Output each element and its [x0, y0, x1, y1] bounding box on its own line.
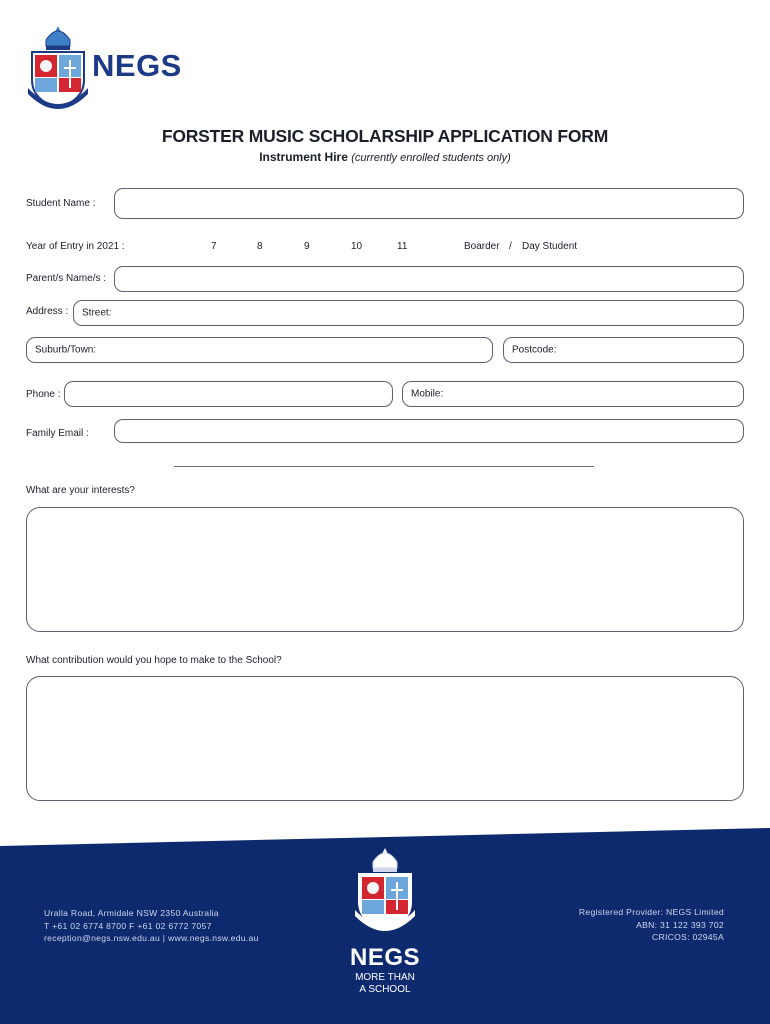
- tagline-line-1: MORE THAN: [355, 972, 415, 983]
- street-field[interactable]: [73, 300, 744, 326]
- footer-email-web[interactable]: reception@negs.nsw.edu.au | www.negs.nsw.edu.au: [44, 933, 259, 943]
- year-of-entry-label: Year of Entry in 2021 :: [26, 241, 125, 252]
- interests-textarea[interactable]: [26, 507, 744, 632]
- mobile-label: Mobile:: [411, 388, 444, 400]
- address-label: Address :: [26, 306, 69, 317]
- student-name-label: Student Name :: [26, 198, 96, 209]
- suburb-label: Suburb/Town:: [35, 344, 97, 356]
- year-option-11[interactable]: 11: [397, 241, 408, 252]
- parents-name-field[interactable]: [114, 266, 744, 292]
- year-option-10[interactable]: 10: [351, 241, 363, 252]
- suburb-field[interactable]: [26, 337, 493, 363]
- subtitle-main: Instrument Hire: [259, 150, 348, 164]
- footer-tagline: [335, 972, 435, 995]
- contribution-label: What contribution would you hope to make to the School?: [26, 655, 282, 666]
- option-separator: /: [509, 241, 512, 252]
- year-option-9[interactable]: 9: [304, 241, 310, 252]
- boarder-option[interactable]: Boarder: [464, 241, 500, 252]
- year-option-8[interactable]: 8: [257, 241, 263, 252]
- form-title: FORSTER MUSIC SCHOLARSHIP APPLICATION FORM: [161, 126, 609, 146]
- contribution-textarea[interactable]: [26, 676, 744, 801]
- section-divider: [174, 466, 594, 467]
- family-email-field[interactable]: [114, 419, 744, 443]
- parents-name-label: Parent/s Name/s :: [26, 273, 107, 284]
- footer-abn: ABN: 31 122 393 702: [636, 919, 724, 930]
- footer-crest-logo: [350, 846, 420, 938]
- day-student-option[interactable]: Day Student: [522, 241, 578, 252]
- family-email-label: Family Email :: [26, 428, 89, 439]
- year-option-7[interactable]: 7: [211, 241, 217, 252]
- postcode-label: Postcode:: [512, 344, 557, 356]
- phone-field[interactable]: [64, 381, 393, 407]
- postcode-field[interactable]: [503, 337, 744, 363]
- subtitle-note: (currently enrolled students only): [351, 152, 511, 164]
- mobile-field[interactable]: [402, 381, 744, 407]
- student-name-field[interactable]: [114, 188, 744, 219]
- phone-label: Phone :: [26, 389, 61, 400]
- footer-brand-wordmark: NEGS: [349, 944, 420, 971]
- footer-address: Uralla Road, Armidale NSW 2350 Australia: [44, 908, 219, 918]
- tagline-line-2: A SCHOOL: [359, 983, 411, 995]
- footer-provider: Registered Provider: NEGS Limited: [578, 907, 724, 917]
- footer-registration-block: [579, 906, 724, 944]
- brand-wordmark: NEGS: [92, 48, 182, 83]
- street-label: Street:: [82, 307, 112, 319]
- footer-contact-block: [44, 907, 259, 945]
- footer-phone-fax: T +61 02 6774 8700 F +61 02 6772 7057: [44, 920, 212, 931]
- form-subtitle: [0, 150, 770, 164]
- interests-label: What are your interests?: [26, 485, 135, 496]
- footer-cricos: CRICOS: 02945A: [651, 932, 724, 942]
